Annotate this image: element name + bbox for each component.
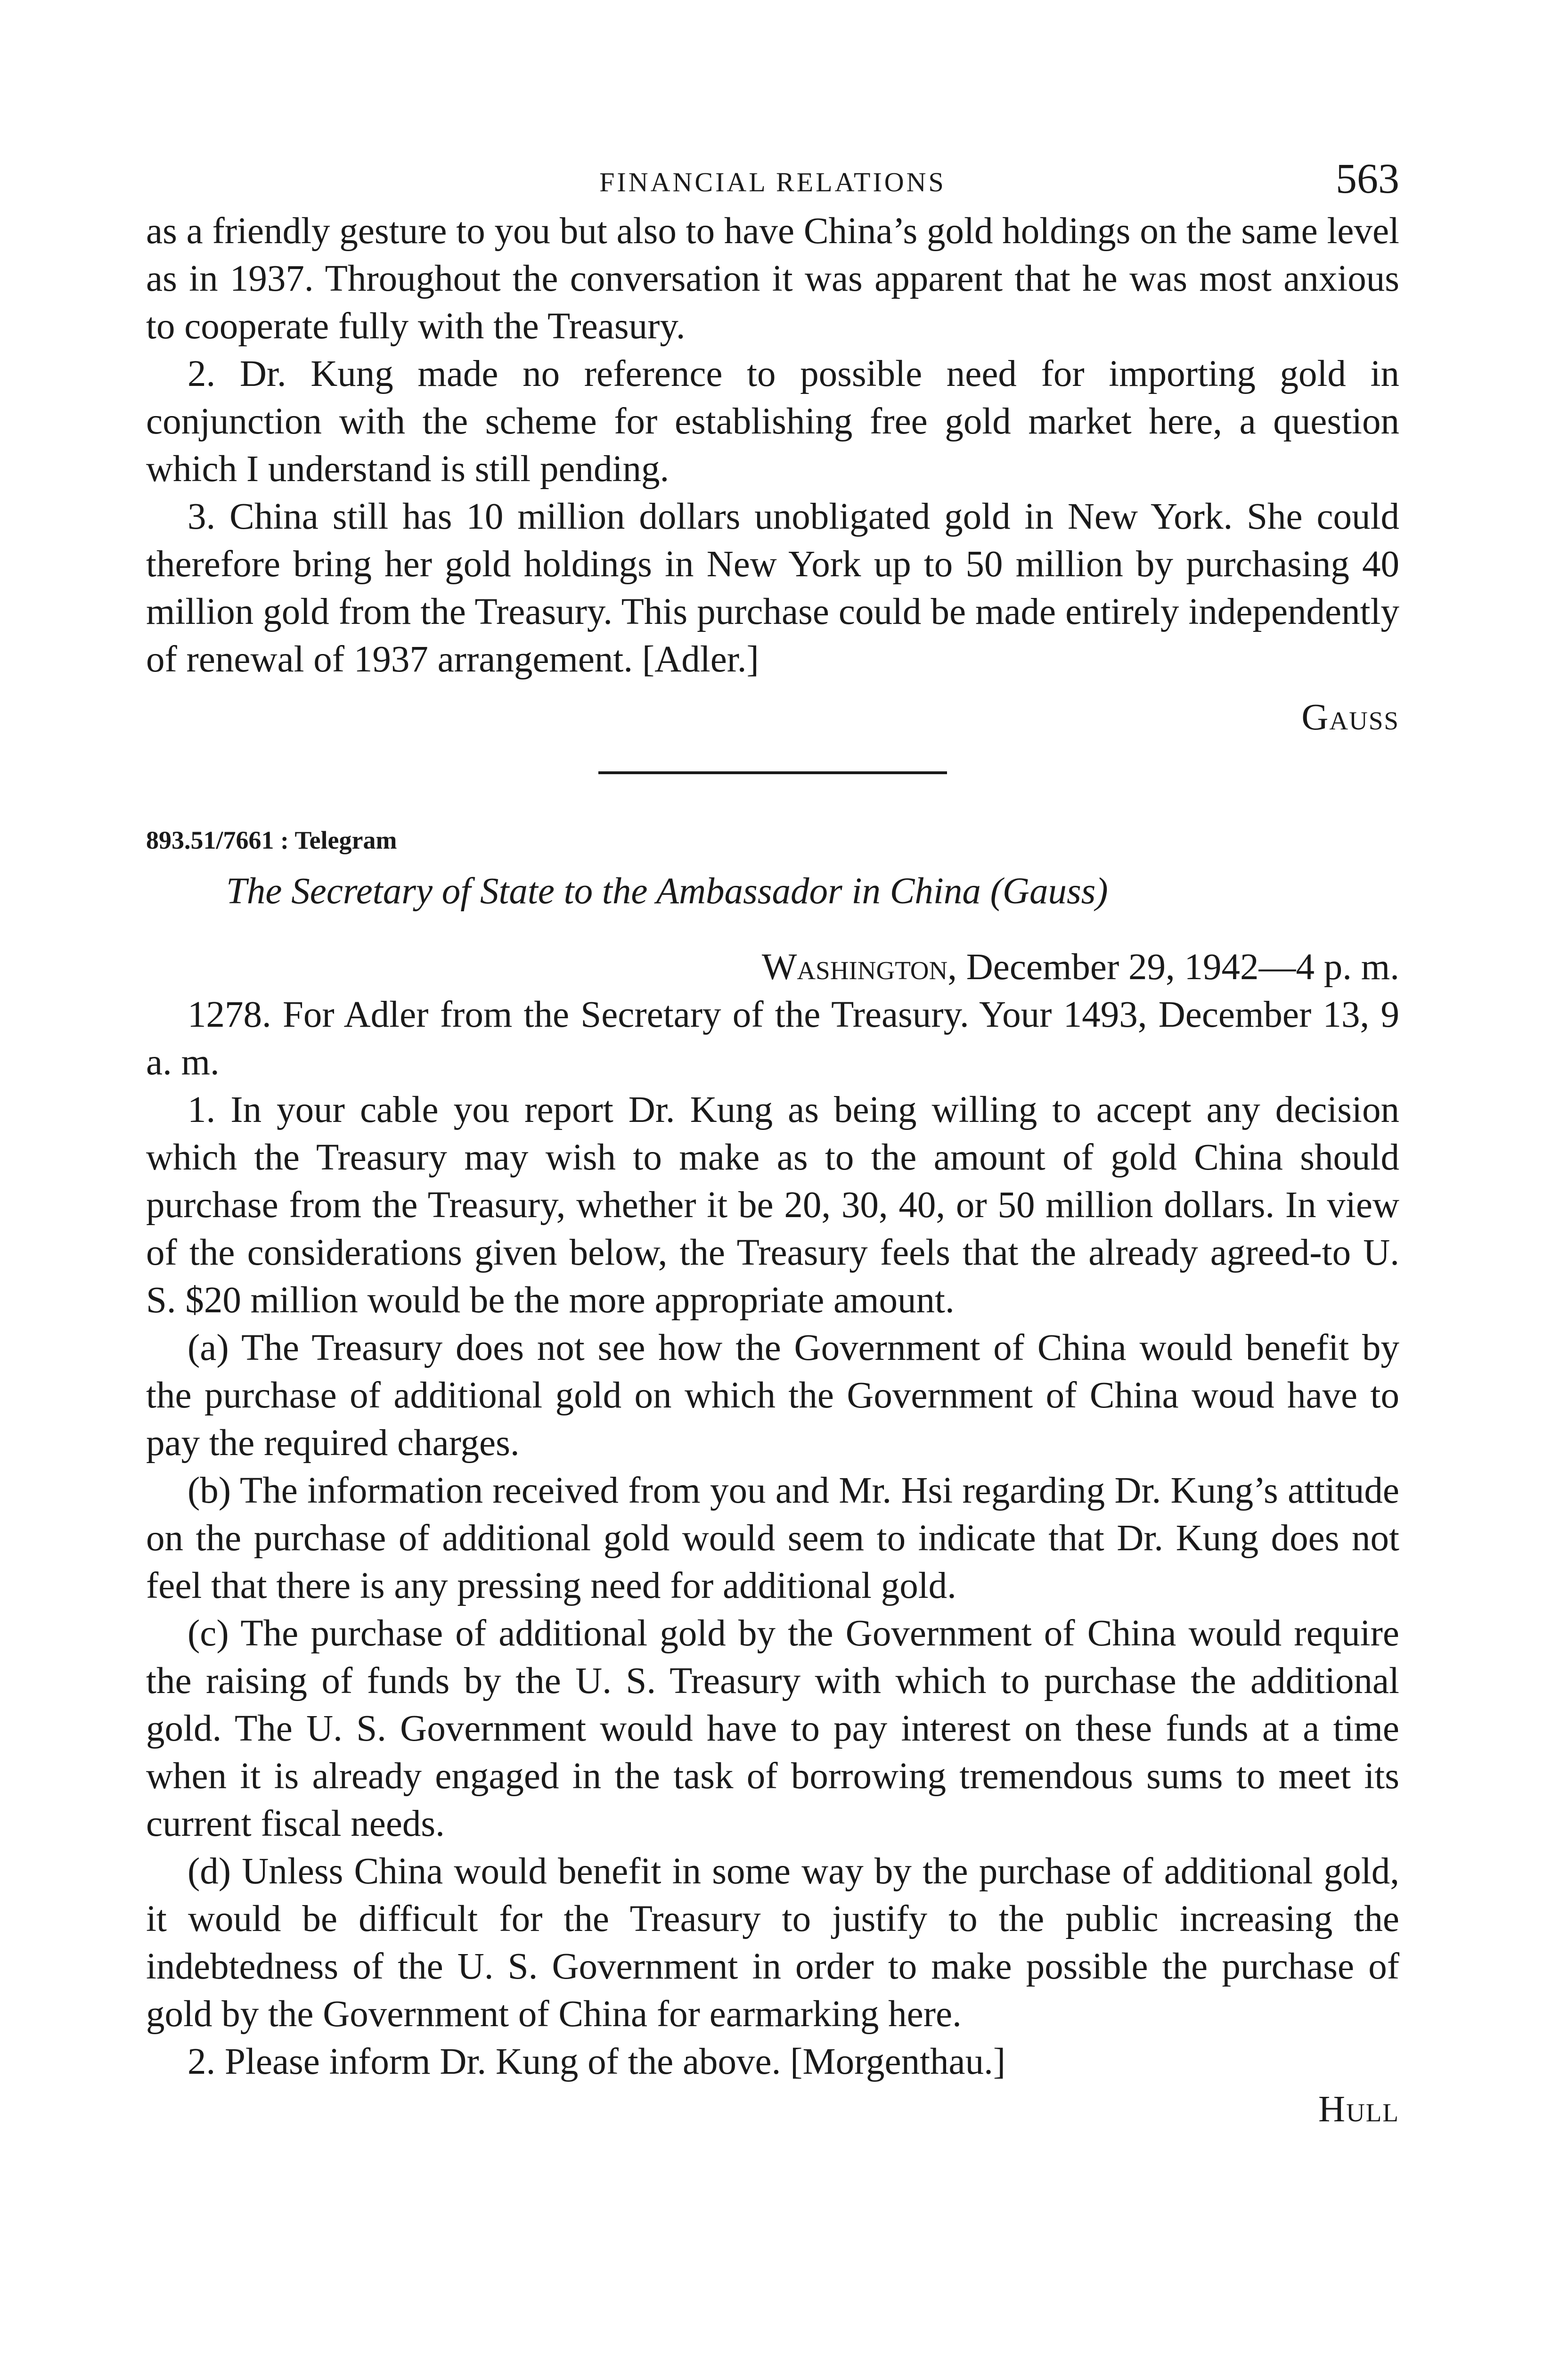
doc2-paragraph-1: 1. In your cable you report Dr. Kung as being willing to accept any decision which the Treasury may wish to make as to the amount of gold China should purchase from the Treasury, whether it be 20, 30, 40, or 50 million dollars. In view of the considerations given below, the Treasury feels that the already agreed-to U. S. $20 million would be the more appropriate amount. [146,1089,1399,1321]
document-title: The Secretary of State to the Ambassador in China (Gauss) [226,871,1108,912]
doc2-paragraph-b: (b) The information received from you and Mr. Hsi regarding Dr. Kung’s attitude on the purchase of additional gold would seem to indicate that Dr. Kung does not feel that there is any pressing need for additional gold. [146,1470,1399,1606]
dateline-date: December 29, 1942—4 p. m. [956,947,1399,988]
running-head: FINANCIAL RELATIONS [599,167,946,197]
doc2-paragraph-c: (c) The purchase of additional gold by the Government of China would require the raising of funds by the U. S. Treasury with which to purchase the additional gold. The U. S. Government would have to pay interest on these funds at a time when it is already engaged in the task of borrowing tremendous sums to meet its current fiscal needs. [146,1613,1399,1844]
document-page [146,155,1399,2133]
page-header [146,155,1399,207]
doc1-paragraph-3: 3. China still has 10 million dollars unobligated gold in New York. She could therefore bring her gold holdings in New York up to 50 million by purchasing 40 million gold from the Treasury. This purchase could be made entirely independently of renewal of 1937 arrangement. [Adler.] [146,496,1399,680]
doc2-paragraph-d: (d) Unless China would benefit in some way by the purchase of additional gold, it would be difficult for the Treasury to justify to the public increasing the indebtedness of the U. S. Government in order to make possible the purchase of gold by the Government of China for earmarking here. [146,1851,1399,2035]
doc1-paragraph-continued: as a friendly gesture to you but also to have China’s gold holdings on the same level as in 1937. Throughout the conversation it was apparent that he was most anxious to cooperate fully with the Treasury. [146,211,1399,347]
doc2-intro-paragraph: 1278. For Adler from the Secretary of the Treasury. Your 1493, December 13, 9 a. m. [146,994,1399,1083]
file-reference: 893.51/7661 : Telegram [146,826,397,854]
page-number: 563 [1336,155,1399,202]
section-divider [598,771,947,774]
doc2-paragraph-a: (a) The Treasury does not see how the Government of China would benefit by the purchase of additional gold on which the Government of China woud have to pay the required charges. [146,1327,1399,1464]
doc1-signature: Gauss [1301,697,1399,738]
dateline [146,943,1399,991]
dateline-place: Washington, [761,947,957,988]
doc2-signature: Hull [1318,2089,1399,2130]
doc1-paragraph-2: 2. Dr. Kung made no reference to possible need for importing gold in conjunction with the scheme for establishing free gold market here, a question which I understand is still pending. [146,353,1399,490]
doc2-paragraph-2: 2. Please inform Dr. Kung of the above. [Morgenthau.] [188,2041,1006,2082]
